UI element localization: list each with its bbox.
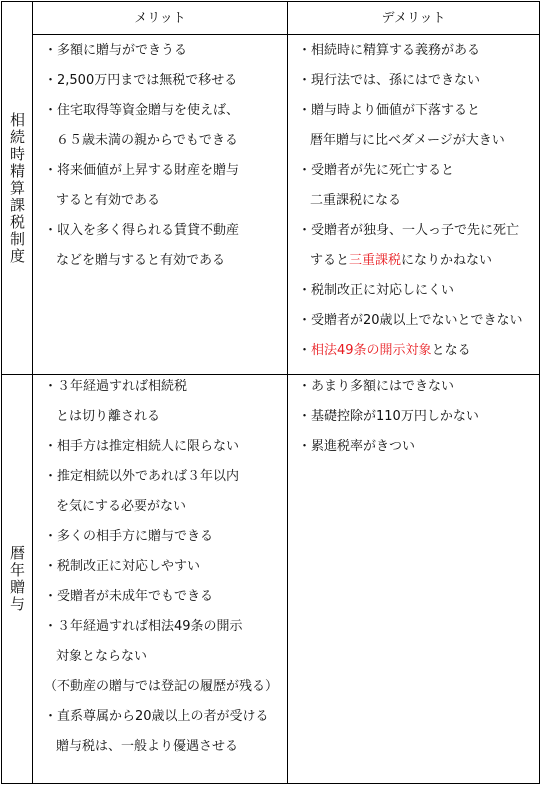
merit-line: ・税制改正に対応しやすい: [44, 559, 201, 574]
merit-line: ６５歳未満の親からでもできる: [56, 133, 238, 148]
demerit-line: ・現行法では、孫にはできない: [298, 73, 481, 88]
merit-line: ・住宅取得等資金贈与を使えば、: [44, 103, 240, 118]
annual-gift-demerits: [298, 372, 479, 462]
merit-line: ・相手方は推定相続人に限らない: [44, 439, 240, 454]
line-text-part: となる: [431, 343, 471, 358]
merit-line: 贈与税は、一般より優遇させる: [56, 739, 239, 754]
demerit-line: 二重課税になる: [310, 193, 402, 208]
demerit-line: ・基礎控除が110万円しかない: [298, 409, 479, 424]
merit-line: ・３年経過すれば相続税: [44, 379, 188, 394]
demerit-line: ・税制改正に対応しにくい: [298, 283, 455, 298]
merit-line: を気にする必要がない: [56, 499, 187, 514]
merit-line: ・３年経過すれば相法49条の開示: [44, 619, 243, 634]
merit-line: ・受贈者が未成年でもできる: [44, 589, 214, 604]
demerit-line: ・あまり多額にはできない: [298, 379, 455, 394]
demerit-line: ・相続時に精算する義務がある: [298, 43, 481, 58]
demerit-line: [298, 246, 523, 276]
header-divider: [32, 34, 539, 35]
demerit-line: ・贈与時より価値が下落すると: [298, 103, 481, 118]
settlement-tax-demerits: [298, 36, 523, 366]
line-text-part: ・: [298, 343, 312, 358]
demerit-line: [298, 336, 523, 366]
merit-line: ・2,500万円までは無税で移せる: [44, 73, 238, 88]
merit-line: などを贈与すると有効である: [56, 253, 226, 268]
demerit-header: デメリット: [381, 11, 446, 26]
demerit-line: ・累進税率がきつい: [298, 439, 416, 454]
highlighted-text: 相法49条の開示対象: [311, 343, 432, 358]
demerit-line: ・受贈者が20歳以上でないとできない: [298, 313, 523, 328]
merit-line: すると有効である: [56, 193, 161, 208]
annual-gift-merits: [44, 372, 278, 762]
line-text-part: すると: [310, 253, 350, 268]
merit-line: ・将来価値が上昇する財産を贈与: [44, 163, 240, 178]
row-label-settlement-tax: 相続時精算課税制度: [8, 111, 26, 265]
demerit-line: ・受贈者が先に死亡すると: [298, 163, 455, 178]
highlighted-text: 三重課税: [349, 253, 402, 268]
merit-line: ・収入を多く得られる賃貸不動産: [44, 223, 240, 238]
comparison-table: [1, 1, 540, 784]
merit-line: ・多くの相手方に贈与できる: [44, 529, 214, 544]
row-label-annual-gift: 暦年贈与: [8, 545, 26, 613]
merit-header: メリット: [134, 11, 186, 26]
merit-line: ・多額に贈与ができうる: [44, 43, 188, 58]
demerit-line: ・受贈者が独身、一人っ子で先に死亡: [298, 223, 520, 238]
merit-line: ・推定相続以外であれば３年以内: [44, 469, 240, 484]
settlement-tax-merits: [44, 36, 239, 276]
demerit-line: 暦年贈与に比ベダメージが大きい: [310, 133, 505, 148]
merit-line: ・直系尊属から20歳以上の者が受ける: [44, 709, 269, 724]
merit-line: とは切り離される: [56, 409, 161, 424]
merit-line: 対象とならない: [56, 649, 148, 664]
merit-line: （不動産の贈与では登記の履歴が残る）: [44, 679, 279, 694]
center-column-divider: [287, 2, 288, 783]
line-text-part: になりかねない: [401, 253, 493, 268]
